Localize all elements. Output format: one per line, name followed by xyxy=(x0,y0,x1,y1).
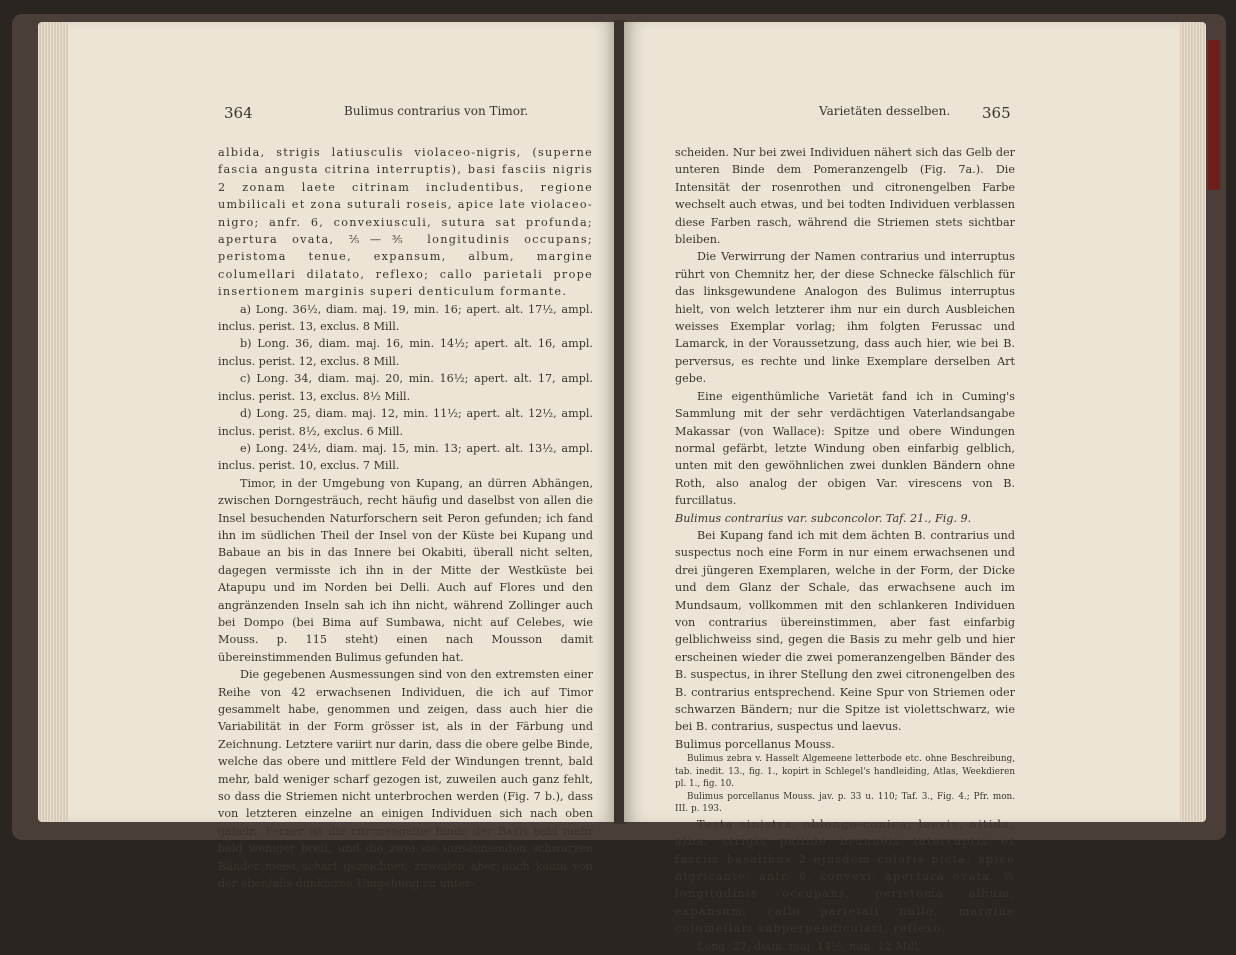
page-text xyxy=(218,144,593,892)
paragraph: b) Long. 36, diam. maj. 16, min. 14½; apert. alt. 16, ampl. inclus. perist. 12, exclus. 8 Mill. xyxy=(218,337,593,368)
section-heading: Bulimus contrarius var. subconcolor. Taf. 21., Fig. 9. xyxy=(675,511,972,525)
paragraph: e) Long. 24½, diam. maj. 15, min. 13; apert. alt. 13½, ampl. inclus. perist. 10, exclus. 7 Mill. xyxy=(218,441,593,473)
running-head: Varietäten desselben. xyxy=(819,104,951,118)
paragraph: Die gegebenen Ausmessungen sind von den extremsten einer Reihe von 42 erwachsenen Individuen, die ich auf Timor gesammelt habe, genommen und zeigen, dass auch hier die Variabilität in der Form grösser ist, als in der Färbung und Zeichnung. Letztere variirt nur darin, dass die obere gelbe Binde, welche das obere und mittlere Feld der Windungen trennt, bald mehr, bald weniger scharf gezogen ist, zuweilen auch ganz fehlt, so dass die Striemen nicht unterbrochen werden (Fig. 7 b.), dass von letzteren einzelne an einigen Individuen sich nach oben gabeln. Ferner ist die citronengelbe Binde der Basis bald mehr bald weniger breit, und die zwei sie umsäumenden schwarzen Bänder meist scharf gezeichnet, zuweilen aber auch kaum von der ebenfalls dunkleren Umgebung zu unter- xyxy=(218,668,593,891)
left-page-edges xyxy=(38,22,70,822)
page-number: 365 xyxy=(982,104,1011,122)
running-head: Bulimus contrarius von Timor. xyxy=(344,104,529,118)
page-number: 364 xyxy=(224,104,253,122)
right-page xyxy=(624,22,1180,953)
paragraph: Testa sinistra, oblongo-conica, laevis, nitida, alba, strigis pallide brunneis interruptis et fasciis basalibus 2 ejusdem coloris picta; apice nigricante; anfr. 6, convexi; apertura ovata, ⅓ longitudinis occupans, peristoma album, expansum, callo parietali nullo, margine columellari subperpendiculari, reflexo. xyxy=(675,817,1015,936)
left-page xyxy=(68,22,616,891)
paragraph: Eine eigenthümliche Varietät fand ich in Cuming's Sammlung mit der sehr verdächtigen Vaterlandsangabe Makassar (von Wallace): Spitze und obere Windungen normal gefärbt, letzte Windung oben einfarbig gelblich, unten mit den gewöhnlichen zwei dunklen Bändern ohne Roth, also analog der obigen Var. virescens von B. furcillatus. xyxy=(675,389,1015,508)
paragraph: Timor, in der Umgebung von Kupang, an dürren Abhängen, zwischen Dorngesträuch, recht häufig und daselbst von allen die Insel besuchenden Naturforschern seit Peron gefunden; ich fand ihn im südlichen Theil der Insel von der Küste bei Kupang und Babaue an bis in das Innere bei Okabiti, überall nicht selten, dagegen vermisste ich ihn in der Mitte der Westküste bei Atapupu und im Norden bei Delli. Auch auf Flores und den angränzenden Inseln sah ich ihn nicht, während Zollinger auch bei Dompo (bei Bima auf Sumbawa, nicht auf Celebes, wie Mouss. p. 115 steht) einen nach Mousson damit übereinstimmenden Bulimus gefunden hat. xyxy=(218,476,593,664)
species-heading: Bulimus porcellanus Mouss. xyxy=(675,737,835,751)
paragraph: a) Long. 36½, diam. maj. 19, min. 16; apert. alt. 17½, ampl. inclus. perist. 13, exclus. 8 Mill. xyxy=(218,302,593,334)
right-page-edges xyxy=(1176,22,1206,822)
paragraph: Long. 27, diam. maj. 14½, min. 12 Mill. xyxy=(697,939,922,953)
paragraph: Bei Kupang fand ich mit dem ächten B. contrarius und suspectus noch eine Form in nur einem erwachsenen und drei jüngeren Exemplaren, welche in der Form, der Dicke und dem Glanz der Schale, das erwachsene auch im Mundsaum, vollkommen mit den schlankeren Individuen von contrarius übereinstimmen, aber fast einfarbig gelblichweiss sind, gegen die Basis zu mehr gelb und hier erscheinen wieder die zwei pomeranzengelben Bänder des B. suspectus, in ihrer Stellung den zwei citronengelben des B. contrarius entsprechend. Keine Spur von Striemen oder schwarzen Bändern; nur die Spitze ist violettschwarz, wie bei B. contrarius, suspectus und laevus. xyxy=(675,528,1015,734)
bookmark-ribbon xyxy=(1208,40,1220,190)
synonymy-note: Bulimus porcellanus Mouss. jav. p. 33 u. 110; Taf. 3., Fig. 4.; Pfr. mon. III. p. 193. xyxy=(675,791,1015,815)
page-text xyxy=(675,144,1015,955)
paragraph: c) Long. 34, diam. maj. 20, min. 16½; apert. alt. 17, ampl. inclus. perist. 13, exclus. 8½ Mill. xyxy=(218,372,593,403)
paragraph: albida, strigis latiusculis violaceo-nigris, (superne fascia angusta citrina interruptis), basi fasciis nigris 2 zonam laete citrinam includentibus, regione umbilicali et zona suturali roseis, apice late violaceo-nigro; anfr. 6, convexiusculi, sutura sat profunda; apertura ovata, ⅖—⅗ longitudinis occupans; peristoma tenue, expansum, album, margine columellari dilatato, reflexo; callo parietali prope insertionem marginis superi denticulum formante. xyxy=(218,146,593,299)
paragraph: scheiden. Nur bei zwei Individuen nähert sich das Gelb der unteren Binde dem Pomeranzengelb (Fig. 7a.). Die Intensität der rosenrothen und citronengelben Farbe wechselt auch etwas, und bei todten Individuen verblassen diese Farben rasch, während die Striemen stets sichtbar bleiben. xyxy=(675,146,1015,247)
paragraph: d) Long. 25, diam. maj. 12, min. 11½; apert. alt. 12½, ampl. inclus. perist. 8½, exclus. 6 Mill. xyxy=(218,407,593,438)
synonymy-note: Bulimus zebra v. Hasselt Algemeene letterbode etc. ohne Beschreibung, tab. inedit. 13., fig. 1., kopirt in Schlegel's handleiding, Atlas, Weekdieren pl. 1., fig. 10. xyxy=(675,754,1015,790)
paragraph: Die Verwirrung der Namen contrarius und interruptus rührt von Chemnitz her, der diese Schnecke fälschlich für das linksgewundene Analogon des Bulimus interruptus hielt, von welch letzterer ihm nur ein durch Ausbleichen weisses Exemplar vorlag; ihm folgten Ferussac und Lamarck, in der Voraussetzung, dass auch hier, wie bei B. perversus, es rechte und linke Exemplare derselben Art gebe. xyxy=(675,250,1015,386)
